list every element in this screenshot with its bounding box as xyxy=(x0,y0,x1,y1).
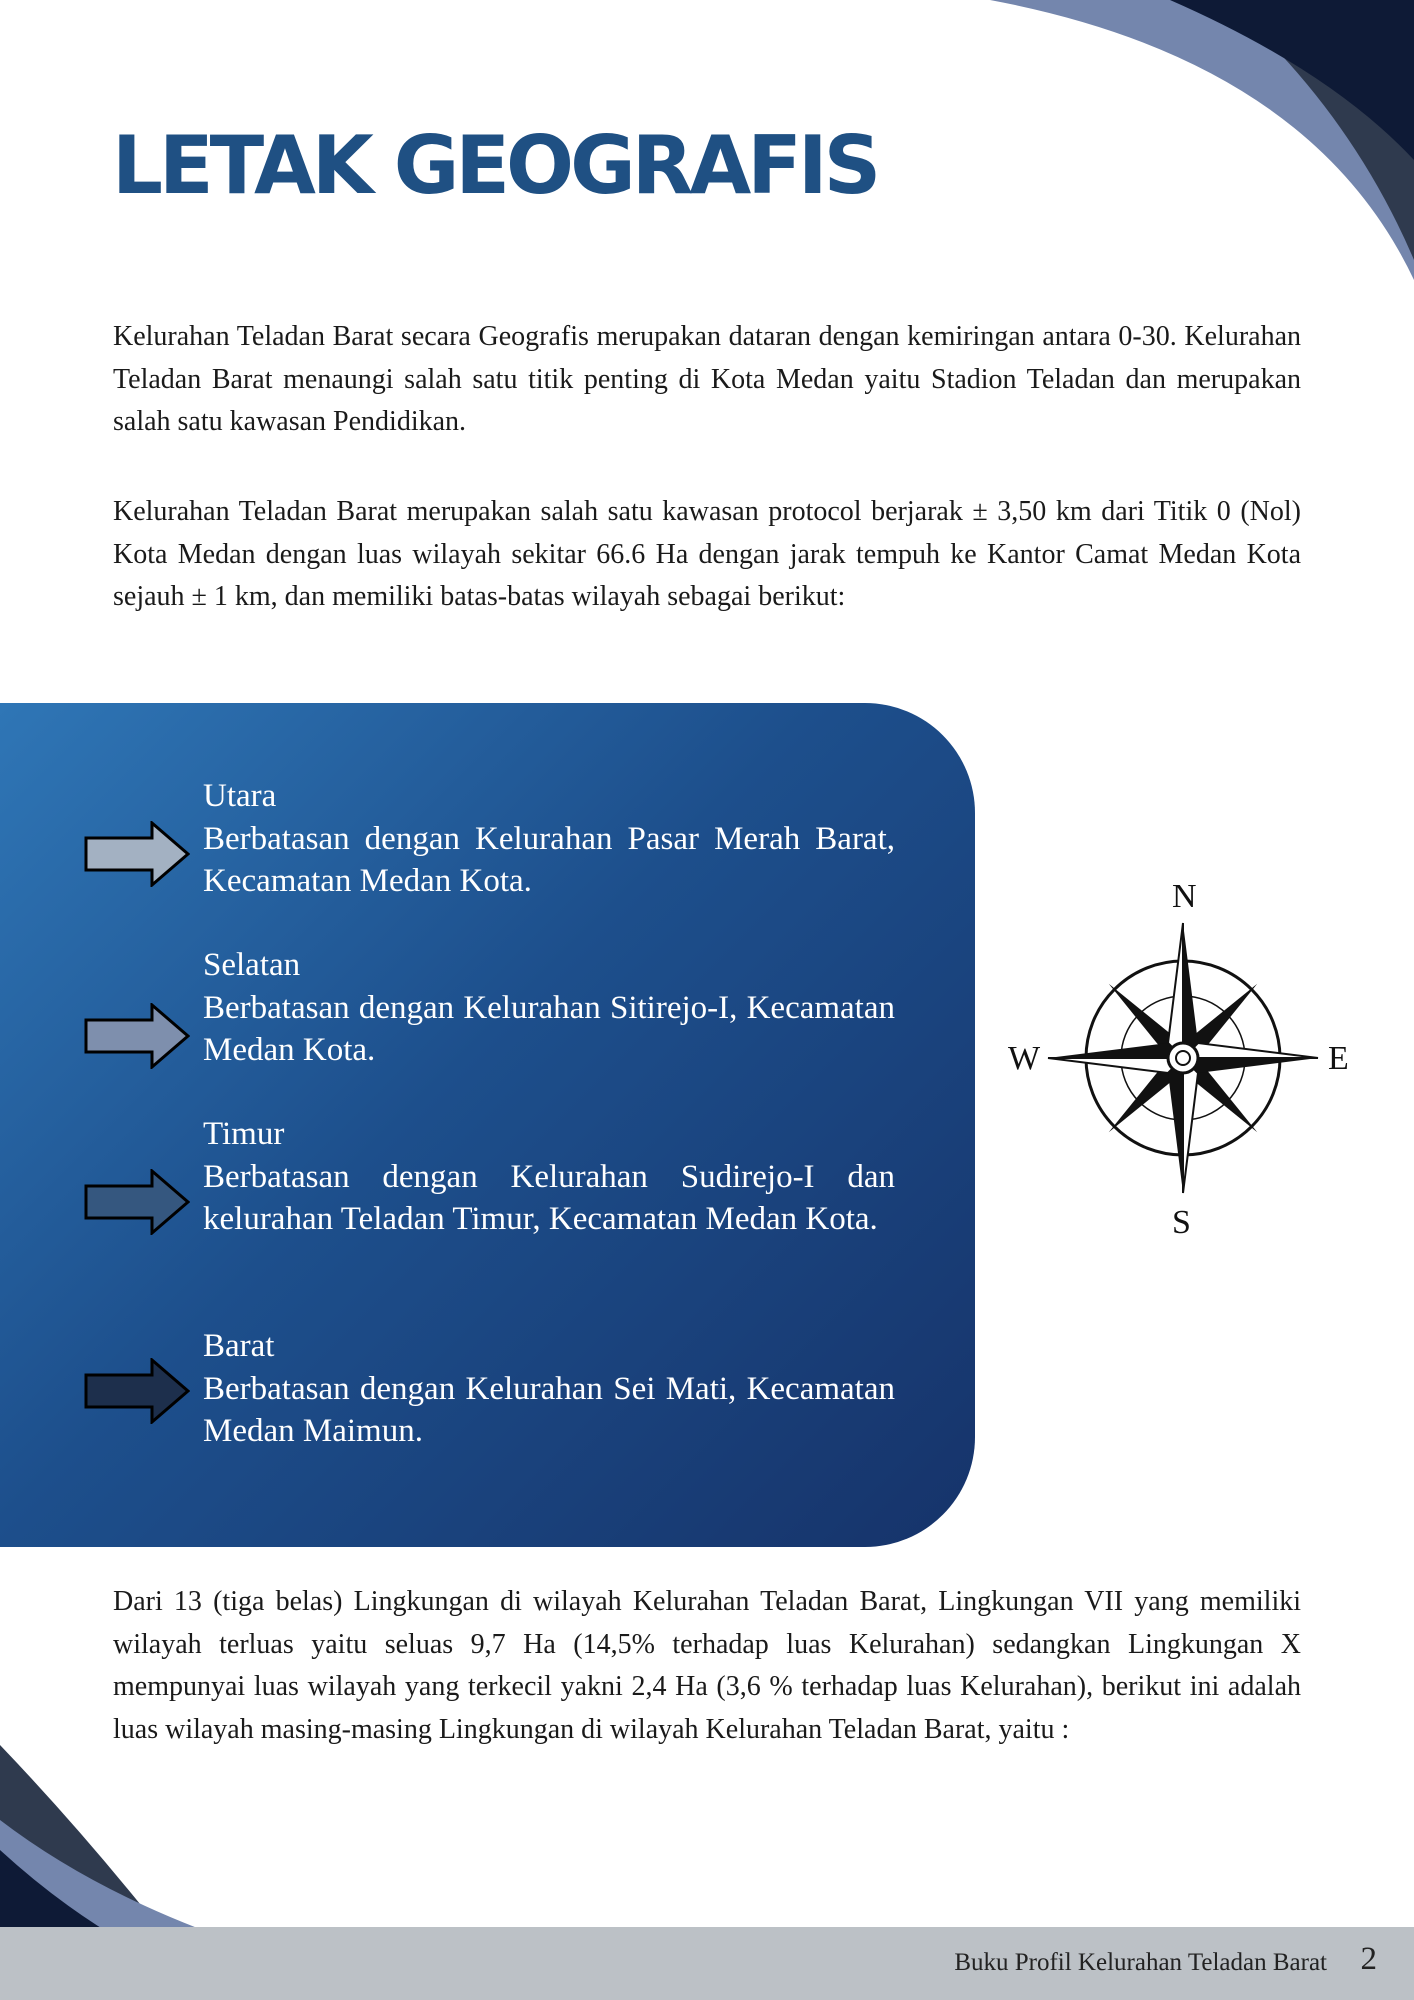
arrow-right-icon xyxy=(84,1169,190,1235)
arrow-right-icon xyxy=(84,1003,190,1069)
compass-rose xyxy=(1000,870,1370,1250)
border-text xyxy=(203,1113,895,1241)
border-direction-label: Selatan xyxy=(203,947,301,983)
location-paragraph: Kelurahan Teladan Barat merupakan salah satu kawasan protocol berjarak ± 3,50 km dari Titik 0 (Nol) Kota Medan dengan luas wilayah sekitar 66.6 Ha dengan jarak tempuh ke Kantor Camat Medan Kota sejauh ± 1 km, dan memiliki batas-batas wilayah sebagai berikut: xyxy=(113,496,1301,612)
border-text xyxy=(203,944,895,1072)
border-text xyxy=(203,1325,895,1453)
page-title: LETAK GEOGRAFIS xyxy=(112,119,878,212)
compass-north-label: N xyxy=(1172,878,1197,915)
compass-east-label: E xyxy=(1328,1040,1349,1077)
border-description: Berbatasan dengan Kelurahan Pasar Merah Barat, Kecamatan Medan Kota. xyxy=(203,820,895,899)
border-direction-label: Utara xyxy=(203,778,277,814)
border-direction-label: Timur xyxy=(203,1116,285,1152)
compass-rose-icon xyxy=(1000,870,1370,1250)
page-number: 2 xyxy=(1360,1941,1377,1977)
compass-south-label: S xyxy=(1172,1204,1191,1241)
border-text xyxy=(203,775,895,903)
border-description: Berbatasan dengan Kelurahan Sudirejo-I dan kelurahan Teladan Timur, Kecamatan Medan Kota. xyxy=(203,1158,895,1237)
footer-title: Buku Profil Kelurahan Teladan Barat xyxy=(954,1949,1327,1976)
arrow-shape xyxy=(86,1360,188,1422)
arrow-shape xyxy=(86,1171,188,1233)
footer-bar xyxy=(0,1927,1414,2000)
border-description: Berbatasan dengan Kelurahan Sitirejo-I, Kecamatan Medan Kota. xyxy=(203,989,895,1068)
lingkungan-paragraph: Dari 13 (tiga belas) Lingkungan di wilayah Kelurahan Teladan Barat, Lingkungan VII yang memiliki wilayah terluas yaitu seluas 9,7 Ha (14,5% terhadap luas Kelurahan) sedangkan Lingkungan X mempunyai luas wilayah yang terkecil yakni 2,4 Ha (3,6 % terhadap luas Kelurahan), berikut ini adalah luas wilayah masing-masing Lingkungan di wilayah Kelurahan Teladan Barat, yaitu : xyxy=(113,1586,1301,1745)
arrow-shape xyxy=(86,1005,188,1067)
borders-panel xyxy=(0,703,975,1547)
compass-west-label: W xyxy=(1008,1040,1041,1077)
border-description: Berbatasan dengan Kelurahan Sei Mati, Kecamatan Medan Maimun. xyxy=(203,1370,895,1449)
arrow-shape xyxy=(86,823,188,885)
arrow-right-icon xyxy=(84,821,190,887)
arrow-right-icon xyxy=(84,1358,190,1424)
border-direction-label: Barat xyxy=(203,1328,275,1364)
intro-paragraph: Kelurahan Teladan Barat secara Geografis merupakan dataran dengan kemiringan antara 0-30. Kelurahan Teladan Barat menaungi salah satu titik penting di Kota Medan yaitu Stadion Teladan dan merupakan salah satu kawasan Pendidikan. xyxy=(113,321,1301,437)
